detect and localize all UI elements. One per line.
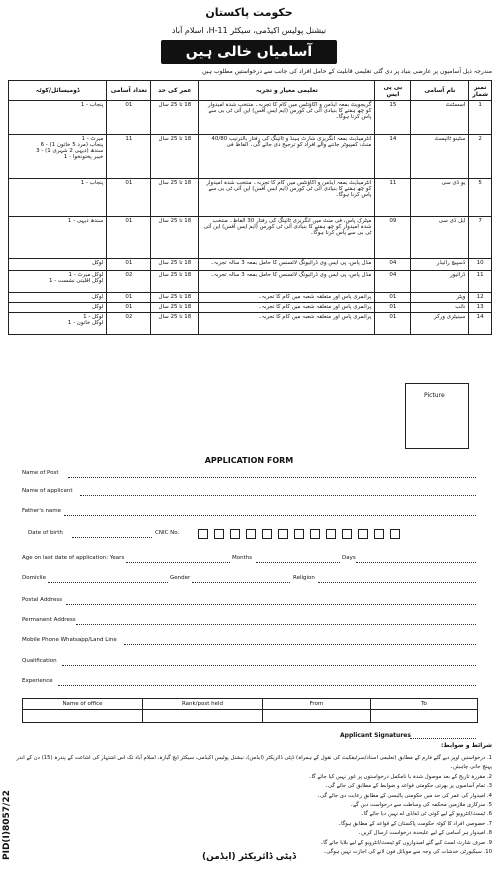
col-post: نام آسامی (411, 81, 469, 101)
col-bps: بی پی ایس (375, 81, 411, 101)
label-postal-address: Postal Address (22, 597, 63, 603)
exp-cell-from[interactable] (263, 710, 371, 723)
vacancy-row (9, 135, 492, 179)
cell-serial: 14 (469, 313, 492, 335)
institution-name: نیشنل پولیس اکیڈمی، سیکٹر H-11، اسلام آباد (171, 26, 327, 35)
cell-domicile: لوکل - 1 لوکل خاتون - 1 (9, 313, 107, 335)
field-gender[interactable] (192, 582, 290, 583)
col-count: تعداد آسامی (107, 81, 151, 101)
cell-qualification: گریجویٹ بمعہ ایڈمن و اکاؤنٹس میں کام کا تجربہ۔ منتخب شدہ امیدوار کو چھ ہفتے کا بنیادی آئی ٹی کورس (ایم ایس آفس) این آئی ٹی بی سے پاس کرنا ہوگا۔ (199, 101, 375, 135)
cell-domicile: پنجاب - 1 (9, 101, 107, 135)
cell-serial: 13 (469, 303, 492, 313)
cell-count: 02 (107, 313, 151, 335)
cnic-digit-box[interactable] (310, 529, 320, 539)
exp-cell-rank[interactable] (143, 710, 263, 723)
cell-bps: 15 (375, 101, 411, 135)
exp-col-office: Name of office (23, 699, 143, 710)
cell-post: ڈرائیور (411, 271, 469, 293)
cell-age: 18 تا 25 سال (151, 101, 199, 135)
photo-box (405, 383, 469, 449)
field-age-days[interactable] (356, 562, 476, 563)
cell-post: ویٹر (411, 293, 469, 303)
term-item: 2. مقررہ تاریخ کے بعد موصول شدہ یا نامکمل درخواستوں پر غور نہیں کیا جائے گا۔ (308, 773, 492, 780)
experience-row[interactable] (23, 710, 478, 723)
cell-age: 18 تا 25 سال (151, 293, 199, 303)
term-item: 6. ٹیسٹ/انٹرویو کے لیے کوئی ٹی اے/ڈی اے نہیں دیا جائے گا۔ (360, 811, 492, 818)
cell-qualification: انٹرمیڈیٹ بمعہ ایڈمن و اکاؤنٹس میں کام کا تجربہ۔ منتخب شدہ امیدوار کو چھ ہفتے کا بنیادی آئی ٹی کورس (ایم ایس آفس) این آئی ٹی بی سے پاس کرنا ہوگا۔ (199, 179, 375, 217)
field-mobile[interactable] (124, 644, 476, 645)
vacancy-row (9, 179, 492, 217)
cnic-digit-box[interactable] (278, 529, 288, 539)
vacancy-row (9, 259, 492, 271)
cell-domicile: لوکل (9, 303, 107, 313)
cell-serial: 12 (469, 293, 492, 303)
col-domicile: ڈومیسائل/کوٹہ (9, 81, 107, 101)
cell-serial: 1 (469, 101, 492, 135)
term-item: 3. تمام آسامیوں پر بھرتی حکومتی قواعد و ضوابط کے مطابق کی جائے گی۔ (324, 783, 492, 790)
cnic-digit-box[interactable] (326, 529, 336, 539)
field-name-of-applicant[interactable] (80, 495, 476, 496)
term-item: 4. امیدوار کی عمر کی حد میں حکومتی پالیسی کے مطابق رعایت دی جائے گی۔ (316, 792, 492, 799)
label-fathers-name: Father's name (22, 508, 62, 514)
exp-cell-to[interactable] (371, 710, 478, 723)
col-serial: نمبر شمار (469, 81, 492, 101)
field-fathers-name[interactable] (64, 515, 476, 516)
government-title: حکومت پاکستان (205, 6, 293, 19)
cell-post: اسسٹنٹ (411, 101, 469, 135)
cell-bps: 01 (375, 303, 411, 313)
label-qualification: Qualification (22, 658, 57, 664)
cell-serial: 7 (469, 217, 492, 259)
cell-post: ایل ڈی سی (411, 217, 469, 259)
cell-age: 18 تا 25 سال (151, 259, 199, 271)
col-age: عمر کی حد (151, 81, 199, 101)
label-days: Days (342, 555, 356, 561)
cell-domicile: سندھ دیہی - 1 (9, 217, 107, 259)
label-cnic: CNIC No. (155, 530, 180, 536)
exp-col-to: To (371, 699, 478, 710)
label-name-of-applicant: Name of applicant (22, 488, 73, 494)
label-domicile: Domicile (22, 575, 46, 581)
vacancy-row (9, 293, 492, 303)
photo-label: Picture (424, 392, 445, 399)
cnic-digit-box[interactable] (358, 529, 368, 539)
field-permanent-address[interactable] (76, 624, 476, 625)
exp-col-rank: Rank/post held (143, 699, 263, 710)
experience-table (22, 698, 478, 723)
cell-post: سینیٹری ورکر (411, 313, 469, 335)
cell-post: یو ڈی سی (411, 179, 469, 217)
vacancy-row (9, 313, 492, 335)
col-qualification: تعلیمی معیار و تجربہ (199, 81, 375, 101)
cell-qualification: مڈل پاس، پی ایس وی ڈرائیونگ لائسنس کا حامل بمعہ 3 سالہ تجربہ۔ (199, 259, 375, 271)
cell-count: 01 (107, 179, 151, 217)
term-item: 10. سیکیورٹی خدشات کی وجہ سے موبائل فون لانے کی اجازت نہیں ہوگی۔ (323, 849, 492, 856)
cell-qualification: پرائمری پاس اور متعلقہ شعبہ میں کام کا تجربہ۔ (199, 313, 375, 335)
field-date-of-birth[interactable] (72, 537, 152, 538)
cell-post: ڈسپیچ رائیڈر (411, 259, 469, 271)
cell-qualification: پرائمری پاس اور متعلقہ شعبہ میں کام کا تجربہ۔ (199, 303, 375, 313)
vacancy-row (9, 271, 492, 293)
field-qualification[interactable] (62, 665, 476, 666)
cell-bps: 14 (375, 135, 411, 179)
cell-bps: 01 (375, 313, 411, 335)
label-experience: Experience (22, 678, 53, 684)
cell-post: سٹینو ٹائپسٹ (411, 135, 469, 179)
cnic-digit-box[interactable] (214, 529, 224, 539)
cell-qualification: پرائمری پاس اور متعلقہ شعبہ میں کام کا تجربہ۔ (199, 293, 375, 303)
cell-count: 02 (107, 271, 151, 293)
cnic-digit-box[interactable] (390, 529, 400, 539)
field-religion[interactable] (318, 582, 476, 583)
exp-cell-office[interactable] (23, 710, 143, 723)
term-item: 7. خصوصی افراد کا کوٹہ حکومت پاکستان کے قواعد کے مطابق ہوگا۔ (338, 820, 492, 827)
cell-age: 18 تا 25 سال (151, 313, 199, 335)
cell-age: 18 تا 25 سال (151, 217, 199, 259)
cell-age: 18 تا 25 سال (151, 135, 199, 179)
label-date-of-birth: Date of birth (28, 530, 63, 536)
cell-serial: 10 (469, 259, 492, 271)
cell-domicile: پنجاب - 1 (9, 179, 107, 217)
terms-heading: شرائط و ضوابط: (441, 742, 492, 749)
cell-domicile: میرٹ - 1 پنجاب (مرد 5 خاتون 1) - 6 سندھ (دیہی 2 شہری 1) - 3 خیبر پختونخوا - 1 (9, 135, 107, 179)
cell-post: نائب (411, 303, 469, 313)
vacancy-header-row (9, 81, 492, 101)
form-title: APPLICATION FORM (204, 456, 294, 465)
cnic-digit-box[interactable] (374, 529, 384, 539)
cell-domicile: لوکل (9, 293, 107, 303)
cell-age: 18 تا 25 سال (151, 271, 199, 293)
cnic-digit-box[interactable] (230, 529, 240, 539)
field-signature[interactable] (410, 738, 476, 739)
label-name-of-post: Name of Post (22, 470, 59, 476)
vacancy-row (9, 101, 492, 135)
cell-qualification: میٹرک پاس، فی منٹ میں انگریزی ٹائپنگ کی رفتار 30 الفاظ۔ منتخب شدہ امیدوار کو چھ ہفتے کا بنیادی آئی ٹی کورس (ایم ایس آفس) این آئی ٹی بی سے پاس کرنا ہوگا۔ (199, 217, 375, 259)
vacancy-row (9, 303, 492, 313)
term-item: 5. سرکاری ملازمین محکمہ کی وساطت سے درخواست دیں گے۔ (350, 802, 492, 809)
label-permanent-address: Permanent Address (22, 617, 76, 623)
cell-qualification: انٹرمیڈیٹ بمعہ انگریزی شارٹ ہینڈ و ٹائپنگ کی رفتار بالترتیب 40/80 منٹ، کمپیوٹر جاننے والے افراد کو ترجیح دی جائے گی۔ الفاظ فی (199, 135, 375, 179)
applicant-signatures: Applicant Signatures (340, 732, 411, 739)
cell-domicile: لوکل میرٹ - 1 لوکل اقلیتی نشست - 1 (9, 271, 107, 293)
deputy-director-signature: ڈپٹی ڈائریکٹر (ایڈمن) (202, 852, 296, 862)
cnic-digit-box[interactable] (246, 529, 256, 539)
label-months: Months (232, 555, 253, 561)
label-religion: Religion (293, 575, 315, 581)
vacancies-banner: آسامیاں خالی ہیں (161, 40, 337, 64)
terms-list (12, 754, 492, 857)
cell-bps: 01 (375, 293, 411, 303)
term-item: 9. صرف شارٹ لسٹ کیے گئے امیدواروں کو ٹیسٹ/انٹرویو کے لیے بلایا جائے گا۔ (320, 839, 492, 846)
vacancy-table (8, 80, 492, 335)
cell-count: 01 (107, 259, 151, 271)
cell-age: 18 تا 25 سال (151, 179, 199, 217)
exp-col-from: From (263, 699, 371, 710)
field-age-years[interactable] (126, 562, 230, 563)
cell-count: 01 (107, 217, 151, 259)
cell-domicile: لوکل (9, 259, 107, 271)
field-age-months[interactable] (256, 562, 340, 563)
field-postal-address[interactable] (66, 604, 476, 605)
term-item: 8. امیدوار ہر آسامی کے لیے علیحدہ درخواست ارسال کریں۔ (357, 830, 492, 837)
field-domicile[interactable] (48, 582, 168, 583)
cell-count: 01 (107, 101, 151, 135)
cnic-digit-box[interactable] (262, 529, 272, 539)
cell-bps: 04 (375, 271, 411, 293)
cell-bps: 09 (375, 217, 411, 259)
experience-header-row (23, 699, 478, 710)
label-gender: Gender (170, 575, 191, 581)
cnic-digit-box[interactable] (342, 529, 352, 539)
cell-count: 01 (107, 293, 151, 303)
label-mobile: Mobile Phone Whatsapp/Land Line (22, 637, 117, 643)
cell-age: 18 تا 25 سال (151, 303, 199, 313)
field-name-of-post[interactable] (68, 477, 476, 478)
field-experience[interactable] (58, 685, 476, 686)
pid-number (0, 790, 16, 860)
cell-bps: 04 (375, 259, 411, 271)
cell-serial: 2 (469, 135, 492, 179)
cell-count: 01 (107, 303, 151, 313)
cell-serial: 11 (469, 271, 492, 293)
cnic-digit-box[interactable] (294, 529, 304, 539)
intro-text: مندرجہ ذیل آسامیوں پر عارضی بنیاد پر دی گئی تعلیمی قابلیت کے حامل افراد کی جانب سے درخواستیں مطلوب ہیں (202, 68, 492, 75)
label-age: Age on last date of application: Years (22, 555, 125, 561)
vacancy-row (9, 217, 492, 259)
cell-count: 11 (107, 135, 151, 179)
cell-qualification: مڈل پاس، پی ایس وی ڈرائیونگ لائسنس کا حامل بمعہ 3 سالہ تجربہ۔ (199, 271, 375, 293)
cell-serial: 5 (469, 179, 492, 217)
cell-bps: 11 (375, 179, 411, 217)
cnic-digit-box[interactable] (198, 529, 208, 539)
term-item: 1. درخواستیں اوپر دیے گئے فارم کے مطابق (تعلیمی اسناد/سرٹیفکیٹ کی نقول کے ہمراہ) ڈپٹی ڈائریکٹر (ایڈمن)، نیشنل پولیس اکیڈمی، سیکٹر ایچ گیارہ، اسلام آباد تک اس اشتہار کی اشاعت کے پندرہ (15) دن کے اندر پہنچ جانی چاہیئں۔ (16, 755, 492, 771)
pid-text: PID(I)8057/22 (2, 790, 12, 860)
